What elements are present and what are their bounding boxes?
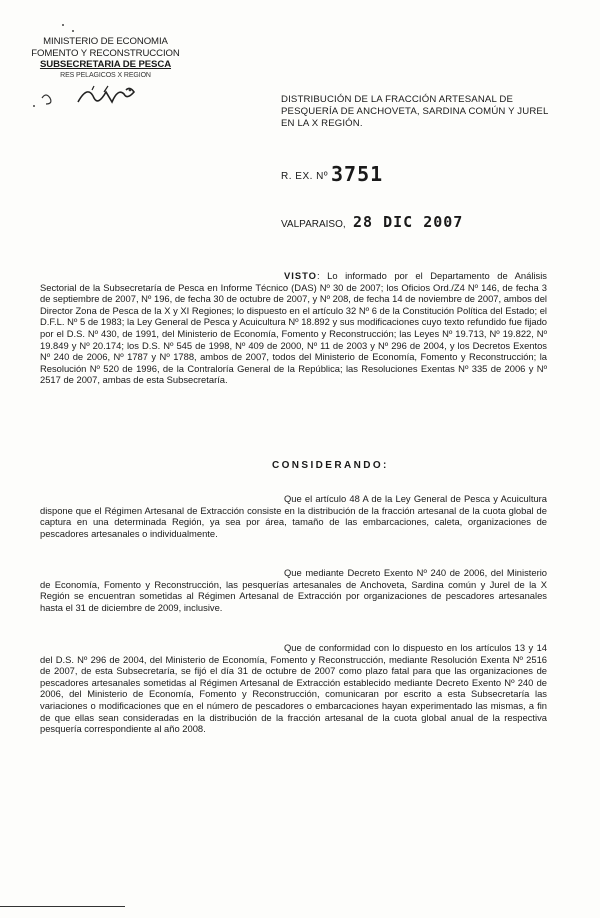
visto-keyword: VISTO xyxy=(284,270,317,281)
visto-text: : Lo informado por el Departamento de Análisis Sectorial de la Subsecretaría de Pesca en Informe Técnico (DAS) Nº 30 de 2007; los Oficios Ord./Z4 Nº 146, de fecha 3 de septiembre de 2007, Nº 196, de fecha 30 de octubre de 2007, y Nº 208, de fecha 14 de noviembre de 2007, ambos del Director Zona de Pesca de la X y XI Regiones; lo dispuesto en el artículo 32 Nº 6 de la Constitución Política del Estado; el D.F.L. Nº 5 de 1983; la Ley General de Pesca y Acuicultura Nº 18.892 y sus modificaciones cuyo texto refundido fue fijado por el D.S. Nº 430, de 1991, del Ministerio de Economía, Fomento y Reconstrucción; las Leyes Nº 19.713, Nº 19.822, Nº 19.849 y Nº 20.174; los D.S. Nº 545 de 1998, Nº 409 de 2000, Nº 11 de 2003 y Nº 296 de 2004, y los Decretos Exentos Nº 240 de 2006, Nº 1787 y Nº 1788, ambos de 2007, todos del Ministerio de Economía, Fomento y Reconstrucción; la Resolución Nº 520 de 1996, de la Contraloría General de la República; las Resoluciones Exentas Nº 335 de 2006 y Nº 2517 de 2007, ambas de esta Subsecretaría. xyxy=(40,270,547,386)
scan-speck xyxy=(62,24,64,26)
considerando-heading: CONSIDERANDO: xyxy=(272,460,389,471)
resolution-subject: DISTRIBUCIÓN DE LA FRACCIÓN ARTESANAL DE PESQUERÍA DE ANCHOVETA, SARDINA COMÚN Y JUREL EN LA X REGIÓN. xyxy=(281,94,549,129)
scan-speck xyxy=(72,30,74,32)
resolution-number-block xyxy=(281,162,384,186)
place-label: VALPARAISO, xyxy=(281,219,346,230)
handwritten-signature xyxy=(20,82,170,116)
date-stamp: 28 DIC 2007 xyxy=(353,213,464,231)
resolution-label: R. EX. Nº xyxy=(281,171,329,182)
considerando-paragraph: Que de conformidad con lo dispuesto en los artículos 13 y 14 del D.S. Nº 296 de 2004, del Ministerio de Economía, Fomento y Reconstrucción, mediante Resolución Exenta Nº 2516 de 2007, de esta Subsecretaría, se fijó el día 31 de octubre de 2007 como plazo fatal para que las organizaciones de pescadores artesanales sometidas al Régimen Artesanal de Extracción establecido mediante Decreto Exento Nº 240 de 2006, del Ministerio de Economía, Fomento y Reconstrucción, comunicaran por escrito a esta Subsecretaría las variaciones o modificaciones que en el número de pescadores o embarcaciones hayan experimentado las mismas, a fin de que ellas sean consideradas en la distribución de la fracción artesanal de la cuota global anual de la respectiva pesquería correspondiente al año 2008. xyxy=(40,642,547,735)
ministry-header xyxy=(18,36,193,80)
footer-rule xyxy=(0,906,125,907)
header-line-department: RES PELAGICOS X REGION xyxy=(60,71,151,79)
considerando-paragraph: Que mediante Decreto Exento Nº 240 de 2006, del Ministerio de Economía, Fomento y Reconstrucción, las pesquerías artesanales de Anchoveta, Sardina común y Jurel de la X Región se encuentran sometidas al Régimen Artesanal de Extracción por organizaciones de pescadores artesanales hasta el 31 de diciembre de 2009, inclusive. xyxy=(40,567,547,613)
considerando-paragraph: Que el artículo 48 A de la Ley General de Pesca y Acuicultura dispone que el Régimen Artesanal de Extracción consiste en la distribución de la fracción artesanal de la cuota global de captura en una determinada Región, ya sea por área, tamaño de las embarcaciones, caleta, organizaciones de pescadores artesanales o individualmente. xyxy=(40,493,547,539)
header-line-subsecretaria: SUBSECRETARIA DE PESCA xyxy=(39,59,172,70)
visto-paragraph xyxy=(40,270,547,386)
resolution-number-stamp: 3751 xyxy=(331,162,384,186)
header-line-fomento: FOMENTO Y RECONSTRUCCION xyxy=(31,47,180,59)
header-line-ministry: MINISTERIO DE ECONOMIA xyxy=(43,36,168,47)
place-date-block xyxy=(281,213,464,231)
